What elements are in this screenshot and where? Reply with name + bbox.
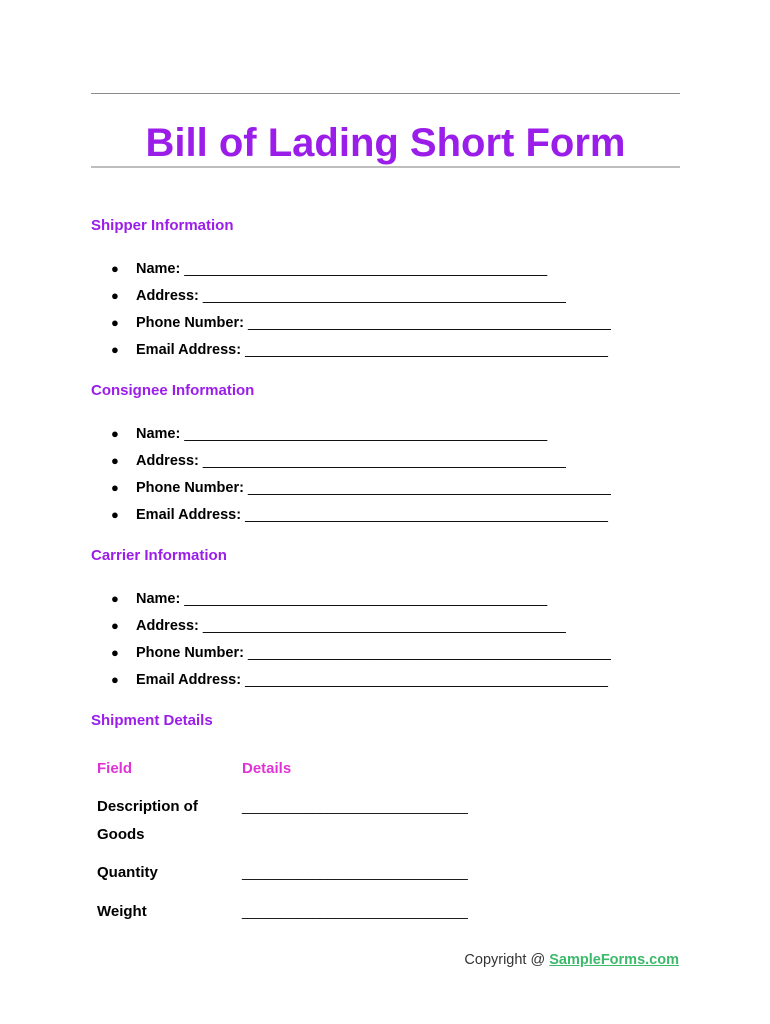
bullet-icon: ● [111, 261, 119, 276]
field-label: Phone Number: [136, 315, 244, 331]
sampleforms-link[interactable]: SampleForms.com [549, 952, 679, 968]
field-label: Name: [136, 261, 181, 277]
consignee-field-list [0, 424, 611, 532]
copyright-text: Copyright @ [464, 952, 550, 968]
fill-in-blank[interactable]: _____________________________ [242, 903, 468, 919]
top-divider [91, 93, 680, 94]
list-item [0, 313, 611, 340]
list-item [0, 616, 611, 643]
bullet-icon: ● [111, 453, 119, 468]
bullet-icon: ● [111, 480, 119, 495]
section-heading-shipper: Shipper Information [91, 217, 234, 234]
bullet-icon: ● [111, 507, 119, 522]
fill-in-blank[interactable]: _____________________________________________ [247, 645, 611, 661]
field-label: Name: [136, 426, 181, 442]
title-divider [91, 166, 680, 168]
list-item [0, 643, 611, 670]
field-label: Phone Number: [136, 480, 244, 496]
carrier-field-list [0, 589, 611, 697]
section-heading-consignee: Consignee Information [91, 382, 255, 399]
fill-in-blank[interactable]: _____________________________________________ [245, 672, 608, 688]
list-item [0, 286, 611, 313]
field-label: Email Address: [136, 342, 242, 358]
fill-in-blank[interactable]: _____________________________________________ [247, 480, 611, 496]
fill-in-blank[interactable]: _____________________________ [242, 864, 468, 880]
field-label: Address: [136, 453, 199, 469]
fill-in-blank[interactable]: _____________________________________________ [202, 453, 566, 469]
table-cell-field: Weight [97, 903, 147, 920]
list-item [0, 478, 611, 505]
fill-in-blank[interactable]: _____________________________________________ [184, 426, 548, 442]
table-cell-field: Quantity [97, 864, 158, 881]
section-heading-shipment: Shipment Details [91, 712, 213, 729]
fill-in-blank[interactable]: _____________________________________________ [245, 507, 608, 523]
list-item [0, 451, 611, 478]
bullet-icon: ● [111, 672, 119, 687]
field-label: Phone Number: [136, 645, 244, 661]
list-item [0, 340, 611, 367]
copyright-footer [464, 952, 679, 968]
shipper-field-list [0, 259, 611, 367]
section-heading-carrier: Carrier Information [91, 547, 227, 564]
bullet-icon: ● [111, 645, 119, 660]
list-item [0, 670, 611, 697]
field-label: Name: [136, 591, 181, 607]
fill-in-blank[interactable]: _____________________________________________ [247, 315, 611, 331]
fill-in-blank[interactable]: _____________________________________________ [184, 261, 548, 277]
list-item [0, 259, 611, 286]
page-title: Bill of Lading Short Form [145, 121, 626, 165]
bullet-icon: ● [111, 315, 119, 330]
list-item [0, 424, 611, 451]
bullet-icon: ● [111, 426, 119, 441]
field-label: Address: [136, 618, 199, 634]
field-label: Email Address: [136, 507, 242, 523]
table-header-details: Details [242, 760, 292, 777]
bullet-icon: ● [111, 618, 119, 633]
bullet-icon: ● [111, 591, 119, 606]
table-cell-field: Description of Goods [97, 798, 198, 843]
field-label: Address: [136, 288, 199, 304]
bullet-icon: ● [111, 342, 119, 357]
bullet-icon: ● [111, 288, 119, 303]
table-header-field: Field [97, 760, 133, 777]
fill-in-blank[interactable]: _____________________________________________ [202, 288, 566, 304]
fill-in-blank[interactable]: _____________________________ [242, 798, 468, 814]
fill-in-blank[interactable]: _____________________________________________ [184, 591, 548, 607]
fill-in-blank[interactable]: _____________________________________________ [202, 618, 566, 634]
field-label: Email Address: [136, 672, 242, 688]
list-item [0, 505, 611, 532]
fill-in-blank[interactable]: _____________________________________________ [245, 342, 608, 358]
list-item [0, 589, 611, 616]
